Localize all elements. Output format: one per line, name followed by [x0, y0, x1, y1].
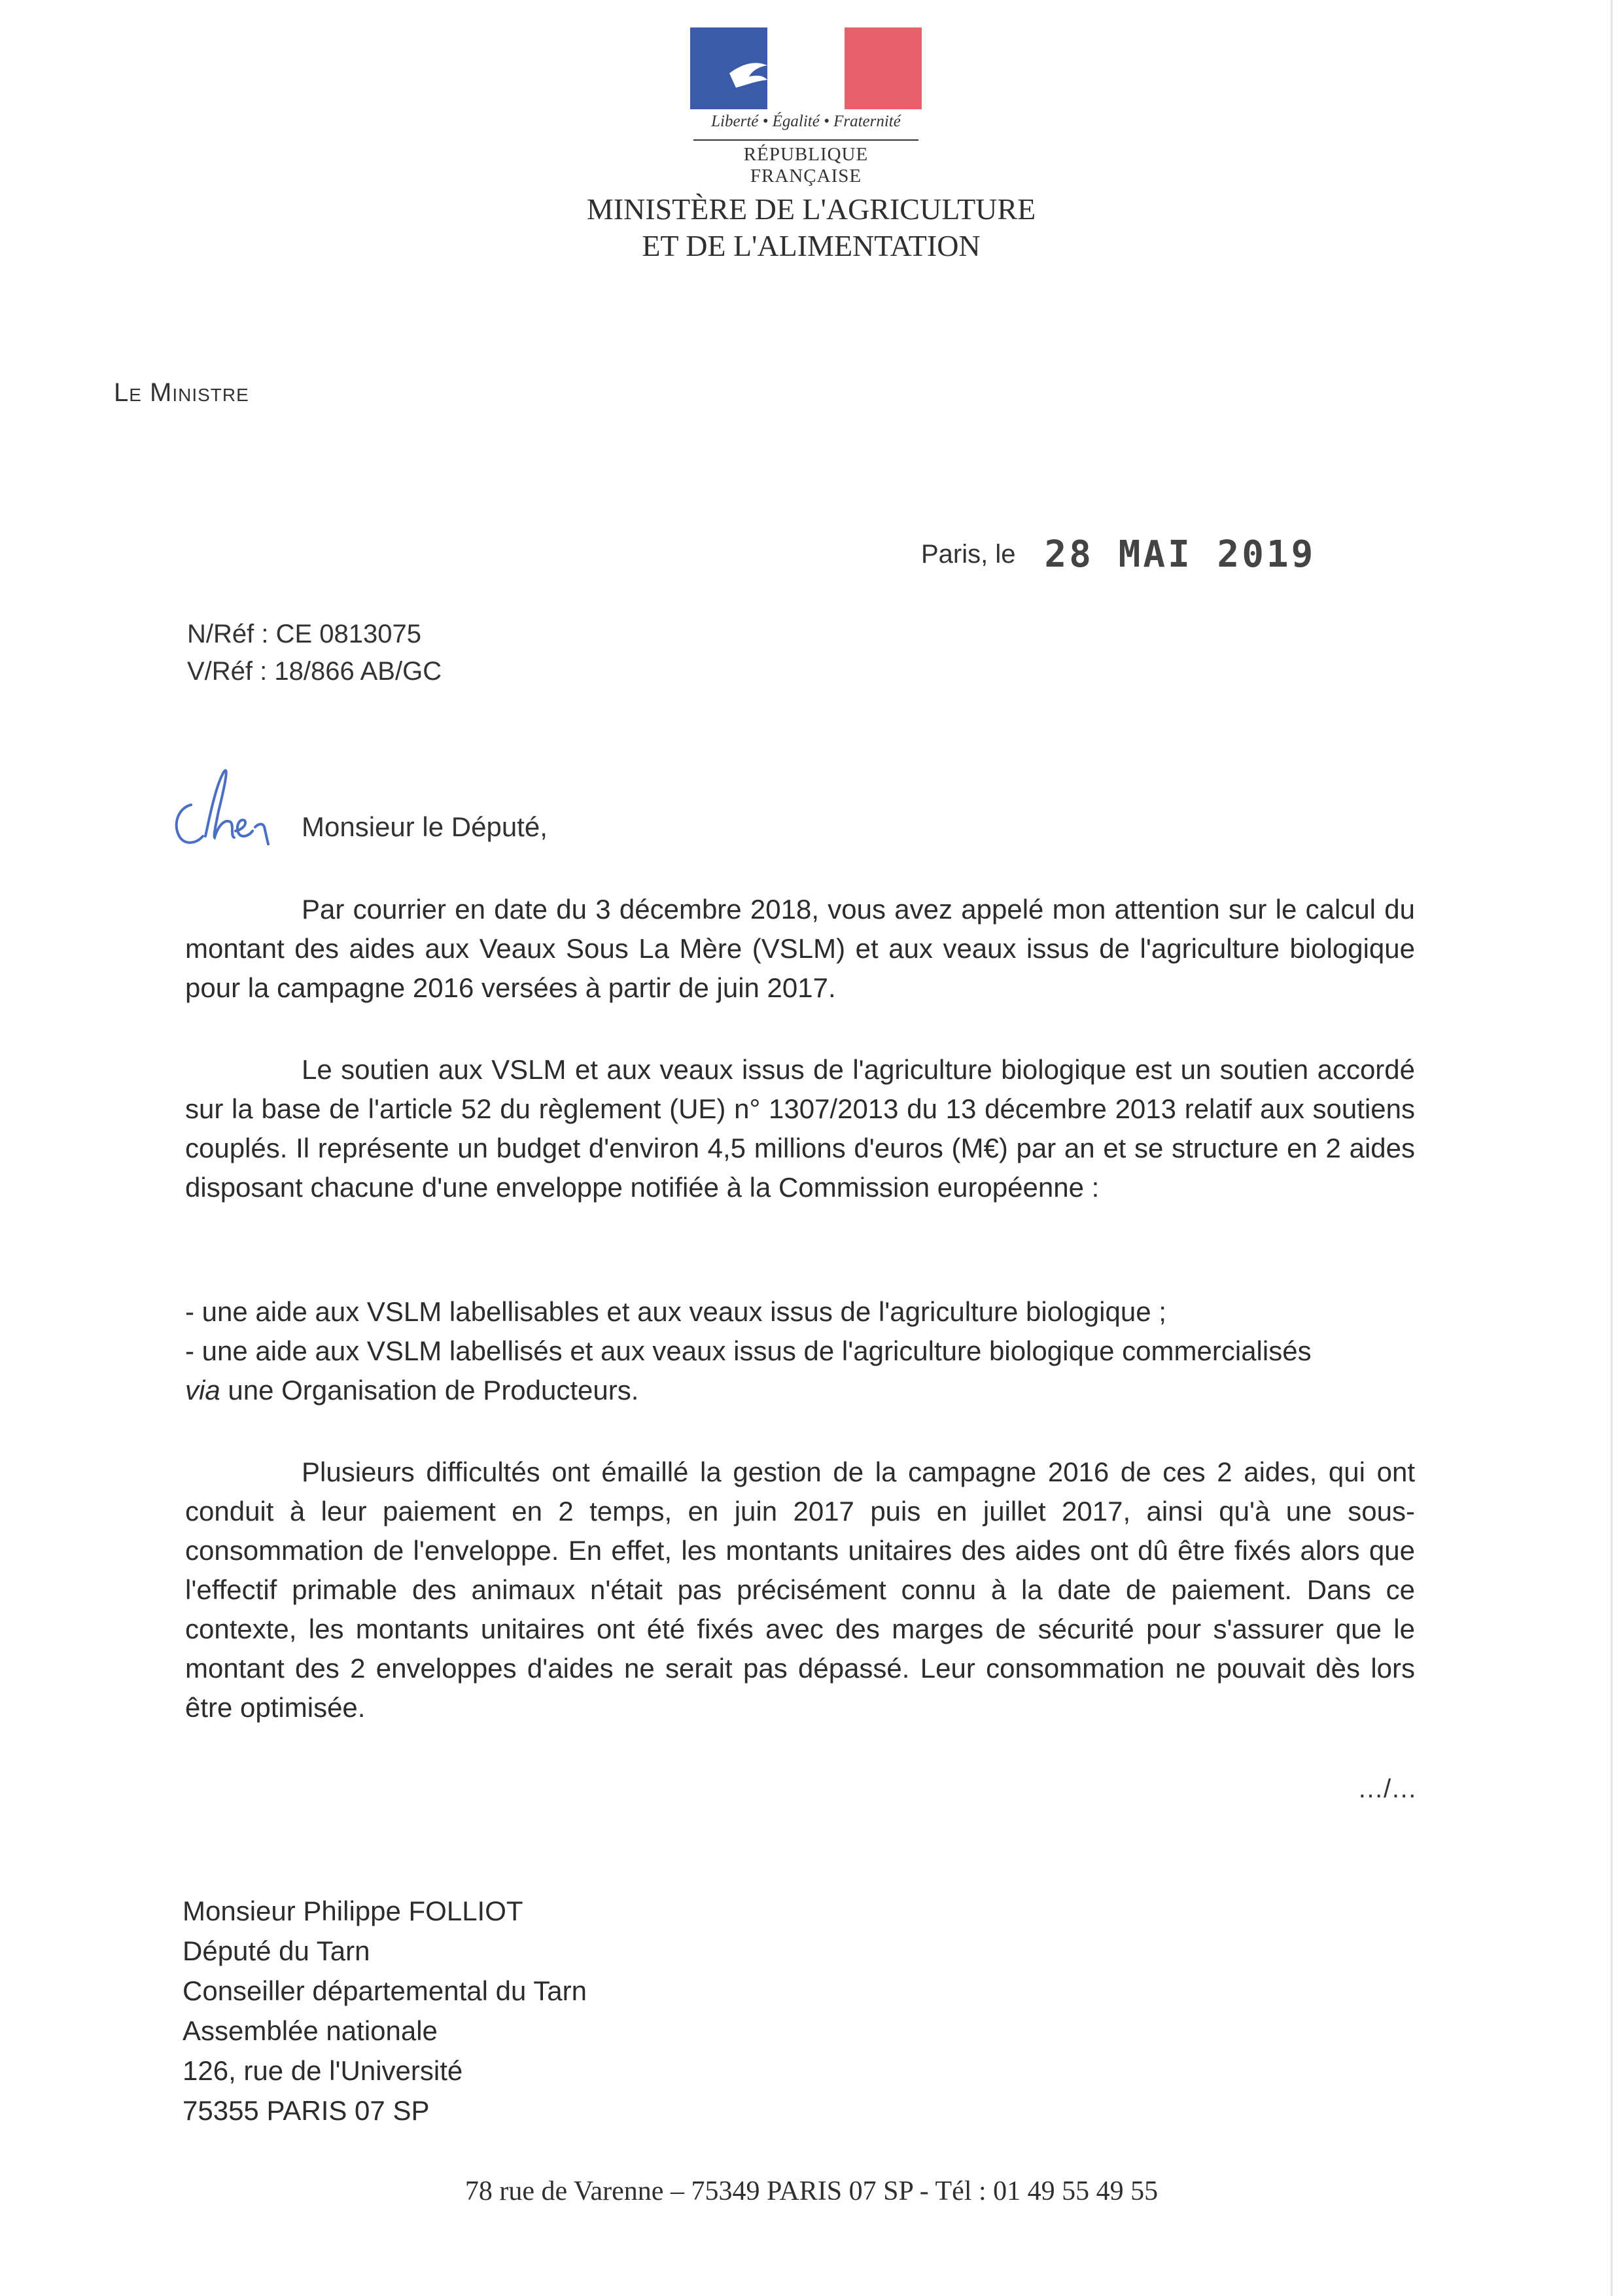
- our-reference: N/Réf : CE 0813075: [187, 620, 421, 648]
- date-line: [921, 533, 1316, 579]
- your-reference: V/Réf : 18/866 AB/GC: [187, 657, 442, 686]
- bullet-2: [185, 1332, 1415, 1410]
- bullet-1: - une aide aux VSLM labellisables et aux veaux issus de l'agriculture biologique ;: [185, 1296, 1166, 1327]
- bullet-2-tail: une Organisation de Producteurs.: [220, 1375, 639, 1405]
- recipient-city: 75355 PARIS 07 SP: [183, 2095, 430, 2126]
- ministry-line-1: MINISTÈRE DE L'AGRICULTURE: [586, 192, 1036, 226]
- recipient-title-1: Député du Tarn: [183, 1935, 370, 1966]
- date-stamp: 28 MAI 2019: [1044, 533, 1316, 576]
- recipient-name: Monsieur Philippe FOLLIOT: [183, 1896, 523, 1926]
- sender-title: Le Ministre: [114, 378, 249, 407]
- paragraph-1: Par courrier en date du 3 décembre 2018, vous avez appelé mon attention sur le calcul du montant des aides aux Veaux Sous La Mère (VSLM) et aux veaux issus de l'agriculture biologique pour la campagne 2016 versées à partir de juin 2017.: [185, 894, 1415, 1003]
- recipient-institution: Assemblée nationale: [183, 2015, 438, 2046]
- bullet-2-via: via: [185, 1375, 220, 1405]
- paragraph-3: Plusieurs difficultés ont émaillé la gestion de la campagne 2016 de ces 2 aides, qui ont conduit à leur paiement en 2 temps, en juin 2017 puis en juillet 2017, ainsi qu'à une sous-consommation de l'enveloppe. En effet, les montants unitaires des aides ont dû être fixés alors que l'effectif primable des animaux n'était pas précisément connu à la date de paiement. Dans ce contexte, les montants unitaires ont été fixés avec des marges de sécurité pour s'assurer que le montant des 2 enveloppes d'aides ne serait pas dépassé. Leur consommation ne pouvait dès lors être optimisée.: [185, 1457, 1415, 1723]
- date-prefix: Paris, le: [921, 540, 1016, 569]
- republic-name: RÉPUBLIQUE FRANÇAISE: [743, 144, 869, 186]
- ministry-line-2: ET DE L'ALIMENTATION: [642, 229, 981, 262]
- recipient-address: [183, 1891, 587, 2130]
- logo-divider: [693, 139, 918, 141]
- paragraph-2: Le soutien aux VSLM et aux veaux issus de l'agriculture biologique est un soutien accordé sur la base de l'article 52 du règlement (UE) n° 1307/2013 du 13 décembre 2013 relatif aux soutiens couplés. Il représente un budget d'environ 4,5 millions d'euros (M€) par an et se structure en 2 aides disposant chacune d'une enveloppe notifiée à la Commission européenne :: [185, 1054, 1415, 1203]
- footer-address: 78 rue de Varenne – 75349 PARIS 07 SP - Tél : 01 49 55 49 55: [464, 2176, 1159, 2206]
- handwritten-note-icon: [165, 759, 283, 857]
- recipient-title-2: Conseiller départemental du Tarn: [183, 1975, 587, 2006]
- salutation: Monsieur le Député,: [302, 811, 548, 842]
- bullet-2-text: - une aide aux VSLM labellisés et aux veaux issus de l'agriculture biologique commercialisés: [185, 1335, 1312, 1366]
- letterhead-logo: [690, 27, 922, 186]
- recipient-street: 126, rue de l'Université: [183, 2055, 463, 2086]
- continuation-mark: …/…: [1357, 1775, 1418, 1803]
- ministry-name: [510, 191, 1112, 264]
- marianne-logo-icon: [690, 27, 922, 109]
- scan-edge: [1611, 0, 1613, 2296]
- republic-motto: Liberté • Égalité • Fraternité: [711, 113, 901, 130]
